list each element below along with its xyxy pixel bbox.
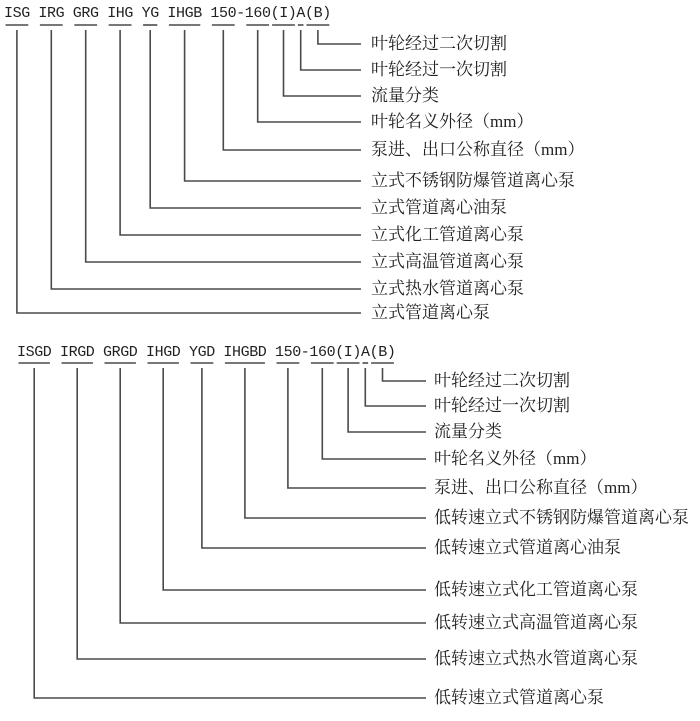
model-code-segment: GRGD (103, 344, 138, 361)
meaning-label: 立式高温管道离心泵 (371, 252, 524, 271)
connector-line (51, 30, 361, 289)
model-code-segment: 150-160(I)A(B) (275, 344, 396, 361)
meaning-label: 叶轮名义外径（mm） (371, 112, 534, 131)
model-code-segment: ISGD (17, 344, 52, 361)
meaning-label: 低转速立式不锈钢防爆管道离心泵 (434, 508, 689, 527)
meaning-label: 叶轮经过一次切割 (434, 396, 570, 415)
connector-line (185, 30, 361, 181)
meaning-label: 立式化工管道离心泵 (371, 225, 524, 244)
connector-line (365, 368, 426, 406)
meaning-label: 流量分类 (371, 86, 439, 105)
connector-line (318, 30, 361, 44)
model-code-segment: IHGD (146, 344, 181, 361)
connector-line (383, 368, 427, 381)
meaning-label: 泵进、出口公称直径（mm） (371, 140, 585, 159)
model-code-segment: 150-160(I)A(B) (210, 5, 331, 22)
meaning-label: 立式管道离心油泵 (371, 198, 507, 217)
connector-line (120, 30, 361, 235)
meaning-label: 叶轮名义外径（mm） (434, 449, 597, 468)
model-code-segment: IRGD (60, 344, 95, 361)
connector-line (288, 368, 426, 488)
connector-line (77, 368, 426, 659)
connector-line (284, 30, 362, 96)
model-code-segment: GRG (72, 5, 99, 22)
connector-line (17, 30, 361, 313)
meaning-label: 立式管道离心泵 (371, 303, 490, 322)
meaning-label: 立式热水管道离心泵 (371, 279, 524, 298)
model-code-segment: IHGB (167, 5, 202, 22)
meaning-label: 低转速立式化工管道离心泵 (434, 580, 638, 599)
connector-line (223, 30, 361, 150)
connector-line (34, 368, 426, 698)
model-code-segment: IHGBD (223, 344, 267, 361)
model-code-segment: ISG (4, 5, 30, 22)
meaning-label: 流量分类 (434, 422, 502, 441)
connector-line (301, 30, 361, 70)
model-code-segment: IRG (38, 5, 65, 22)
meaning-label: 低转速立式管道离心油泵 (434, 538, 621, 557)
meaning-label: 泵进、出口公称直径（mm） (434, 478, 648, 497)
meaning-label: 低转速立式管道离心泵 (434, 688, 604, 707)
connector-line (202, 368, 426, 548)
model-code-segment: YGD (189, 344, 215, 361)
connector-line (348, 368, 426, 432)
meaning-label: 叶轮经过一次切割 (371, 60, 507, 79)
model-code-segment: YG (141, 5, 159, 22)
meaning-label: 立式不锈钢防爆管道离心泵 (371, 171, 575, 190)
model-code-segment: IHG (107, 5, 133, 22)
meaning-label: 叶轮经过二次切割 (434, 371, 570, 390)
meaning-label: 低转速立式高温管道离心泵 (434, 613, 638, 632)
meaning-label: 叶轮经过二次切割 (371, 34, 507, 53)
meaning-label: 低转速立式热水管道离心泵 (434, 649, 638, 668)
connector-line (245, 368, 426, 518)
